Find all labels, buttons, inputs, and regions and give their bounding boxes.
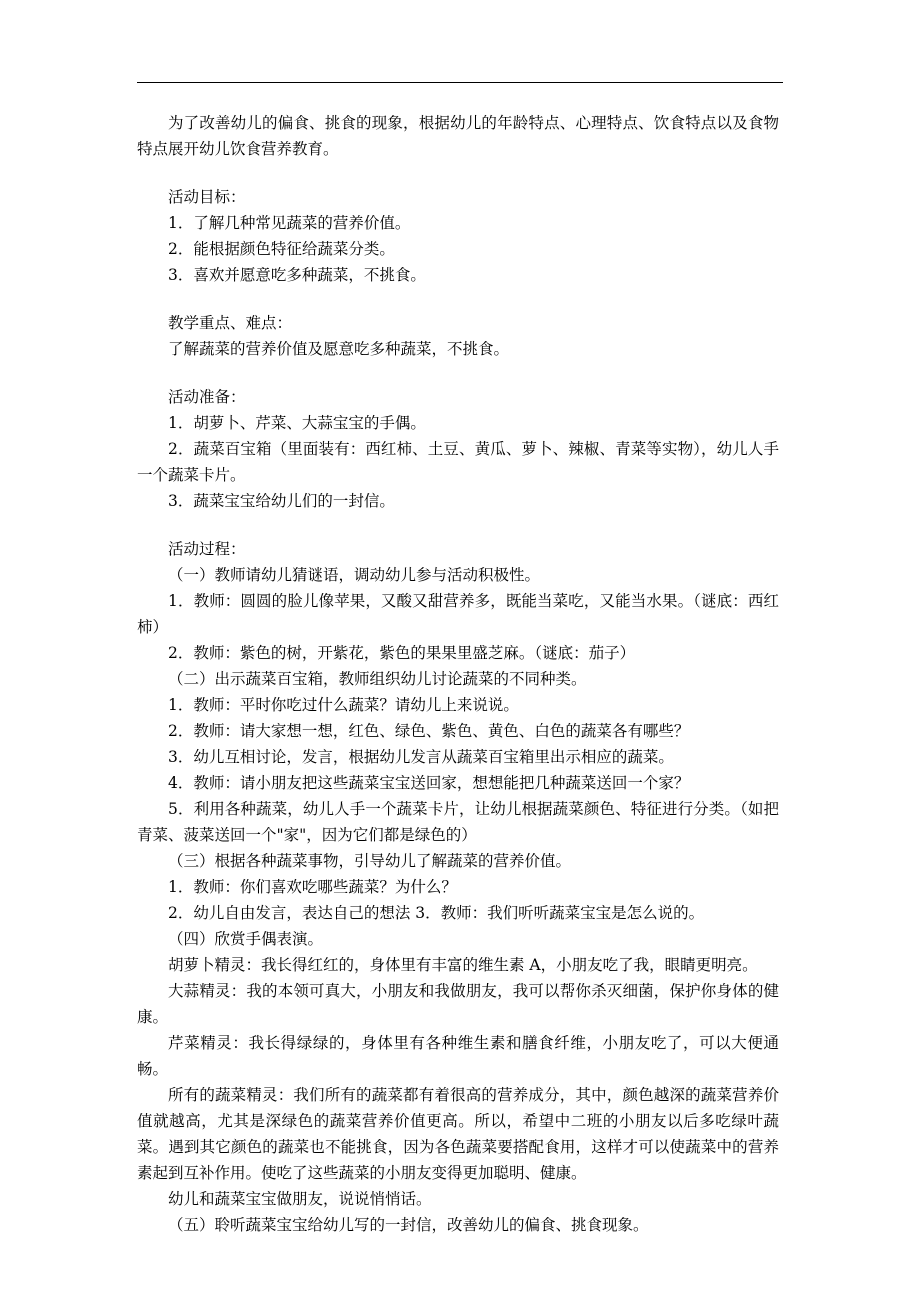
process-step: 1．教师：你们喜欢吃哪些蔬菜？为什么？ (168, 878, 457, 896)
preparation-item: 1．胡萝卜、芹菜、大蒜宝宝的手偶。 (168, 414, 426, 432)
preparation-item: 3．蔬菜宝宝给幼儿们的一封信。 (168, 492, 395, 510)
process-step: 幼儿和蔬菜宝宝做朋友，说说悄悄话。 (168, 1190, 432, 1208)
process-step: 2．幼儿自由发言，表达自己的想法 3．教师：我们听听蔬菜宝宝是怎么说的。 (168, 904, 705, 922)
process-section-title: （二）出示蔬菜百宝箱，教师组织幼儿讨论蔬菜的不同种类。 (168, 670, 587, 688)
process-section-title: （三）根据各种蔬菜事物，引导幼儿了解蔬菜的营养价值。 (168, 852, 572, 870)
goal-item: 3．喜欢并愿意吃多种蔬菜，不挑食。 (168, 266, 426, 284)
process-section-title: （一）教师请幼儿猜谜语，调动幼儿参与活动积极性。 (168, 566, 541, 584)
process-step: 1．教师：圆圆的脸儿像苹果，又酸又甜营养多，既能当菜吃，又能当水果。（谜底：西红柿） (137, 592, 779, 636)
puppet-dialogue: 芹菜精灵：我长得绿绿的，身体里有各种维生素和膳食纤维，小朋友吃了，可以大便通畅。 (137, 1034, 779, 1078)
document-body (137, 110, 779, 1238)
header-rule (137, 82, 783, 83)
key-points-text: 了解蔬菜的营养价值及愿意吃多种蔬菜，不挑食。 (168, 340, 510, 358)
goal-item: 1．了解几种常见蔬菜的营养价值。 (168, 214, 411, 232)
process-section-title: （四）欣赏手偶表演。 (168, 930, 324, 948)
preparation-heading: 活动准备： (168, 388, 246, 406)
puppet-dialogue: 大蒜精灵：我的本领可真大，小朋友和我做朋友，我可以帮你杀灭细菌，保护你身体的健康。 (137, 982, 779, 1026)
puppet-dialogue: 胡萝卜精灵：我长得红红的，身体里有丰富的维生素 A，小朋友吃了我，眼睛更明亮。 (168, 956, 758, 974)
intro-paragraph: 为了改善幼儿的偏食、挑食的现象，根据幼儿的年龄特点、心理特点、饮食特点以及食物特点展开幼儿饮食营养教育。 (137, 114, 779, 158)
process-step: 2．教师：紫色的树，开紫花，紫色的果果里盛芝麻。（谜底：茄子） (168, 644, 636, 662)
preparation-item: 2．蔬菜百宝箱（里面装有：西红柿、土豆、黄瓜、萝卜、辣椒、青菜等实物），幼儿人手一个蔬菜卡片。 (137, 440, 779, 484)
key-points-heading: 教学重点、难点： (168, 314, 293, 332)
process-step: 3．幼儿互相讨论，发言，根据幼儿发言从蔬菜百宝箱里出示相应的蔬菜。 (168, 748, 674, 766)
process-step: 4．教师：请小朋友把这些蔬菜宝宝送回家，想想能把几种蔬菜送回一个家？ (168, 774, 690, 792)
process-step: 2．教师：请大家想一想，红色、绿色、紫色、黄色、白色的蔬菜各有哪些？ (168, 722, 690, 740)
puppet-dialogue: 所有的蔬菜精灵：我们所有的蔬菜都有着很高的营养成分，其中，颜色越深的蔬菜营养价值就越高，尤其是深绿色的蔬菜营养价值更高。所以，希望中二班的小朋友以后多吃绿叶蔬菜。遇到其它颜色的蔬菜也不能挑食，因为各色蔬菜要搭配食用，这样才可以使蔬菜中的营养素起到互补作用。使吃了这些蔬菜的小朋友变得更加聪明、健康。 (137, 1086, 779, 1182)
goal-item: 2．能根据颜色特征给蔬菜分类。 (168, 240, 395, 258)
goals-heading: 活动目标： (168, 188, 246, 206)
process-heading: 活动过程： (168, 540, 246, 558)
process-step: 1．教师：平时你吃过什么蔬菜？请幼儿上来说说。 (168, 696, 519, 714)
process-section-title: （五）聆听蔬菜宝宝给幼儿写的一封信，改善幼儿的偏食、挑食现象。 (168, 1216, 649, 1234)
process-step: 5．利用各种蔬菜，幼儿人手一个蔬菜卡片，让幼儿根据蔬菜颜色、特征进行分类。（如把青菜、菠菜送回一个"家"，因为它们都是绿色的） (137, 800, 779, 844)
